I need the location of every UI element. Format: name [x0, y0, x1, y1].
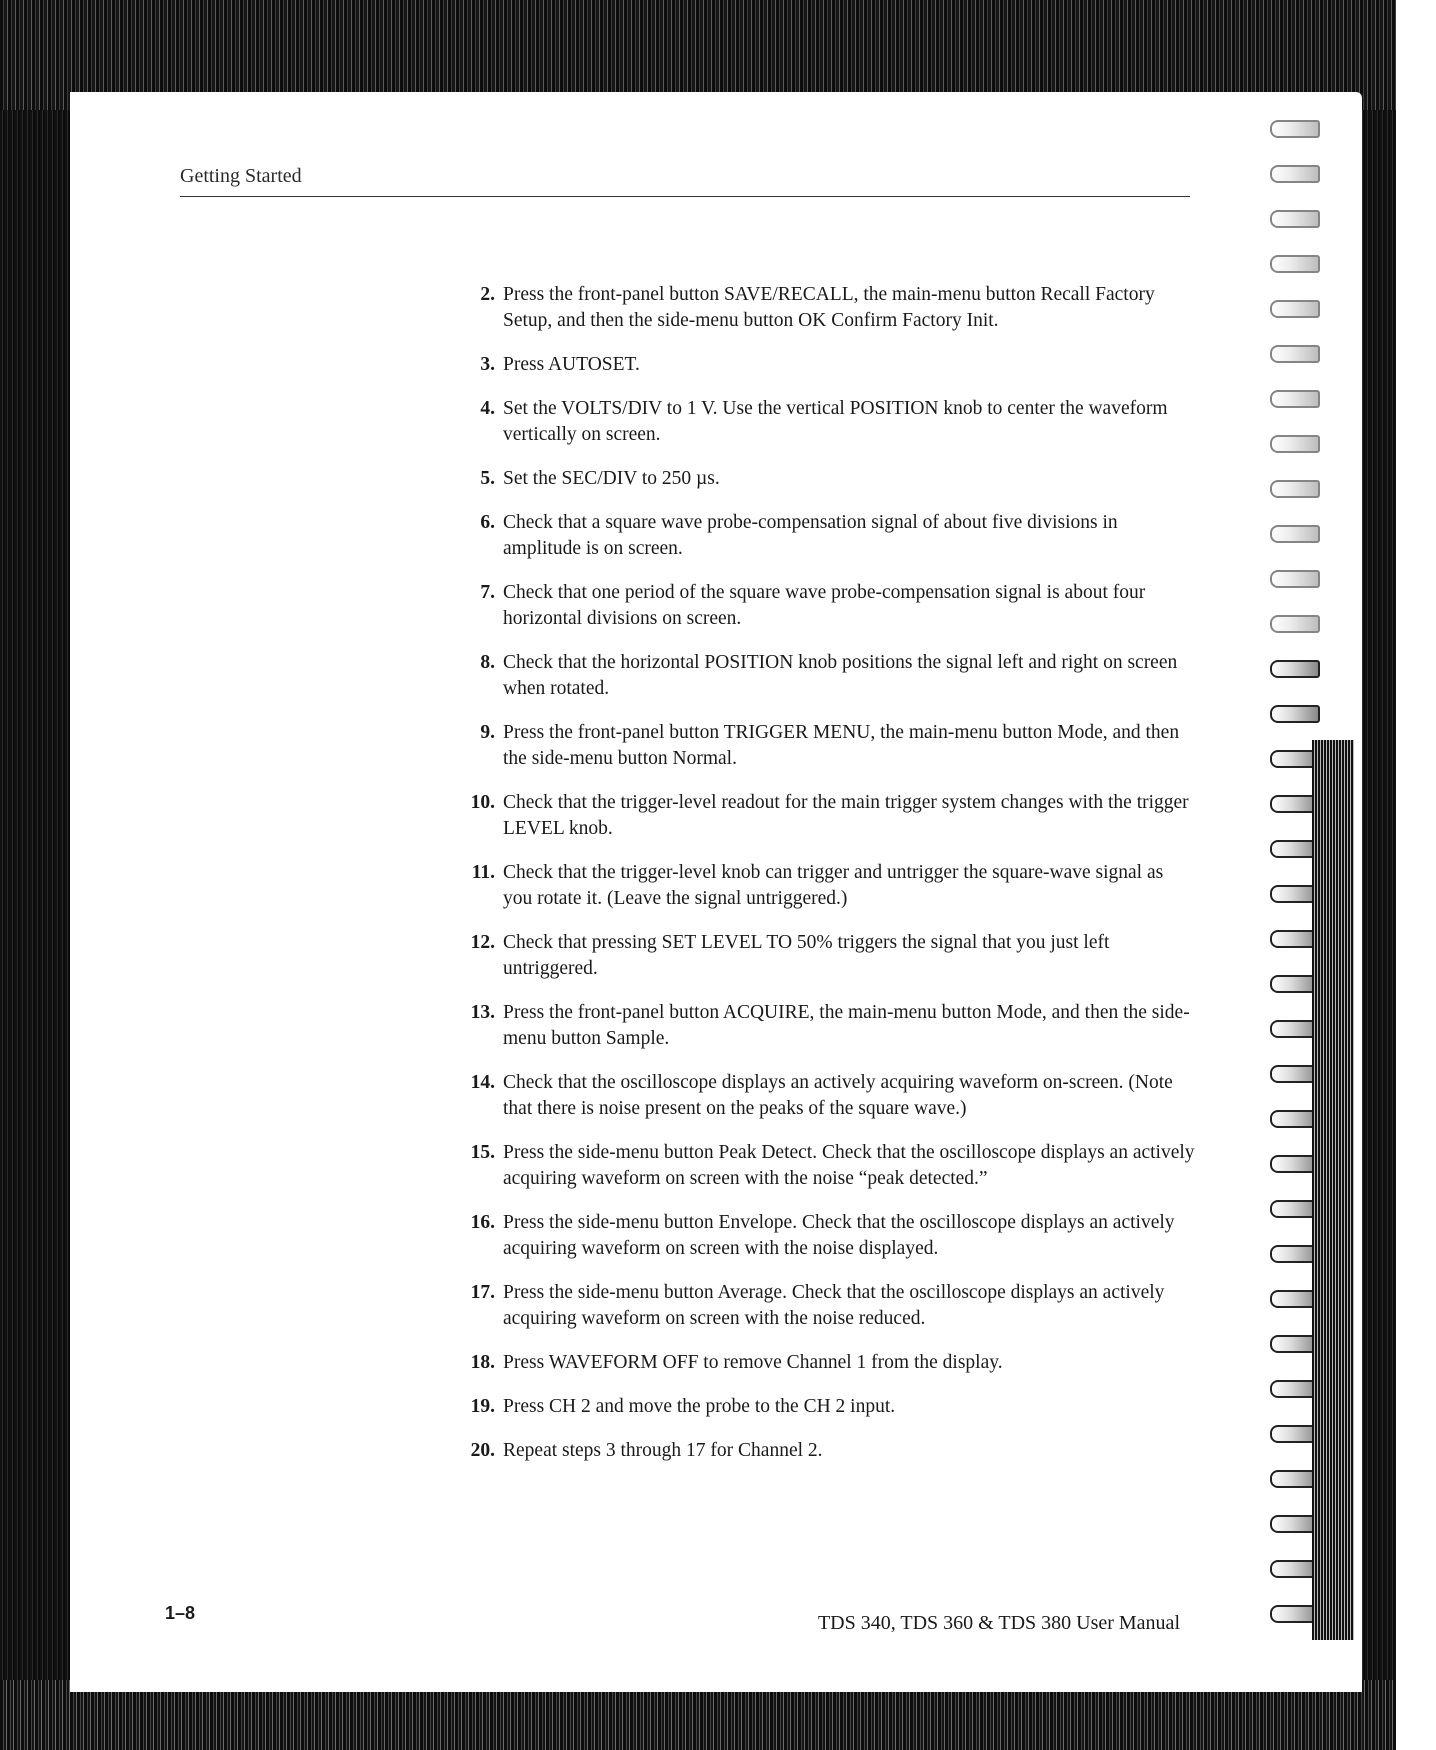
- binding-coil: [1270, 705, 1320, 723]
- binding-coil: [1270, 615, 1320, 633]
- procedure-step: [455, 510, 1195, 562]
- binding-coil: [1270, 165, 1320, 183]
- step-text: Press the front-panel button ACQUIRE, the main-menu button Mode, and then the side-menu button Sample.: [503, 1002, 1190, 1049]
- step-number: 11.: [471, 862, 495, 883]
- step-number: 18.: [470, 1352, 495, 1373]
- binding-coil: [1270, 525, 1320, 543]
- step-text: Check that one period of the square wave probe-compensation signal is about four horizontal divisions on screen.: [503, 582, 1146, 629]
- procedure-step: [455, 1394, 1195, 1420]
- procedure-step: [455, 650, 1195, 702]
- scan-right-margin: [1396, 0, 1436, 1750]
- step-number: 7.: [480, 582, 495, 603]
- procedure-step: [455, 396, 1195, 448]
- binding-coil: [1270, 660, 1320, 678]
- step-number: 16.: [470, 1212, 495, 1233]
- procedure-step: [455, 580, 1195, 632]
- step-text: Check that the trigger-level knob can trigger and untrigger the square-wave signal as you rotate it. (Leave the signal untriggered.): [503, 862, 1164, 909]
- procedure-step: [455, 352, 1195, 378]
- step-number: 6.: [480, 512, 495, 533]
- procedure-step: [455, 1350, 1195, 1376]
- step-number: 19.: [470, 1396, 495, 1417]
- step-number: 17.: [470, 1282, 495, 1303]
- step-text: Press the side-menu button Peak Detect. Check that the oscilloscope displays an actively acquiring waveform on screen with the noise “peak detected.”: [503, 1142, 1195, 1189]
- step-text: Press WAVEFORM OFF to remove Channel 1 from the display.: [503, 1352, 1003, 1373]
- step-text: Press AUTOSET.: [503, 354, 640, 375]
- step-text: Press the front-panel button SAVE/RECALL, the main-menu button Recall Factory Setup, and then the side-menu button OK Confirm Factory Init.: [503, 284, 1155, 331]
- procedure-steps: [455, 282, 1195, 1482]
- step-text: Check that the trigger-level readout for the main trigger system changes with the trigger LEVEL knob.: [503, 792, 1189, 839]
- procedure-step: [455, 860, 1195, 912]
- step-text: Press the side-menu button Average. Check that the oscilloscope displays an actively acquiring waveform on screen with the noise reduced.: [503, 1282, 1165, 1329]
- step-text: Set the VOLTS/DIV to 1 V. Use the vertical POSITION knob to center the waveform vertically on screen.: [503, 398, 1168, 445]
- procedure-step: [455, 790, 1195, 842]
- binding-spine: [1312, 740, 1354, 1640]
- running-head: Getting Started: [180, 165, 302, 187]
- step-number: 10.: [470, 792, 495, 813]
- procedure-step: [455, 1000, 1195, 1052]
- step-number: 9.: [480, 722, 495, 743]
- manual-title: TDS 340, TDS 360 & TDS 380 User Manual: [817, 1612, 1180, 1634]
- step-number: 5.: [480, 468, 495, 489]
- procedure-step: [455, 1140, 1195, 1192]
- procedure-step: [455, 1070, 1195, 1122]
- step-text: Press CH 2 and move the probe to the CH 2 input.: [503, 1396, 896, 1417]
- step-text: Press the side-menu button Envelope. Check that the oscilloscope displays an actively acquiring waveform on screen with the noise displayed.: [503, 1212, 1175, 1259]
- binding-coil: [1270, 390, 1320, 408]
- step-text: Check that the oscilloscope displays an actively acquiring waveform on-screen. (Note that there is noise present on the peaks of the square wave.): [503, 1072, 1173, 1119]
- procedure-step: [455, 1280, 1195, 1332]
- step-number: 12.: [470, 932, 495, 953]
- binding-coil: [1270, 300, 1320, 318]
- binding-coil: [1270, 120, 1320, 138]
- step-number: 13.: [470, 1002, 495, 1023]
- step-number: 15.: [470, 1142, 495, 1163]
- header-rule: [180, 196, 1190, 197]
- procedure-step: [455, 282, 1195, 334]
- binding-coil: [1270, 345, 1320, 363]
- procedure-step: [455, 930, 1195, 982]
- binding-coil: [1270, 255, 1320, 273]
- binding-coil: [1270, 435, 1320, 453]
- step-text: Set the SEC/DIV to 250 µs.: [503, 468, 720, 489]
- step-number: 20.: [470, 1440, 495, 1461]
- step-number: 14.: [470, 1072, 495, 1093]
- step-text: Check that a square wave probe-compensation signal of about five divisions in amplitude is on screen.: [503, 512, 1118, 559]
- binding-coil: [1270, 570, 1320, 588]
- procedure-step: [455, 1210, 1195, 1262]
- step-number: 2.: [480, 284, 495, 305]
- page-number: 1–8: [165, 1603, 196, 1623]
- binding-coil: [1270, 480, 1320, 498]
- procedure-step: [455, 466, 1195, 492]
- step-text: Check that pressing SET LEVEL TO 50% triggers the signal that you just left untriggered.: [503, 932, 1110, 979]
- step-number: 3.: [480, 354, 495, 375]
- step-number: 4.: [480, 398, 495, 419]
- step-text: Repeat steps 3 through 17 for Channel 2.: [503, 1440, 823, 1461]
- step-text: Check that the horizontal POSITION knob positions the signal left and right on screen when rotated.: [503, 652, 1178, 699]
- step-number: 8.: [480, 652, 495, 673]
- procedure-step: [455, 720, 1195, 772]
- spiral-binding: [1252, 100, 1372, 1660]
- procedure-step: [455, 1438, 1195, 1464]
- step-text: Press the front-panel button TRIGGER MENU, the main-menu button Mode, and then the side-menu button Normal.: [503, 722, 1180, 769]
- binding-coil: [1270, 210, 1320, 228]
